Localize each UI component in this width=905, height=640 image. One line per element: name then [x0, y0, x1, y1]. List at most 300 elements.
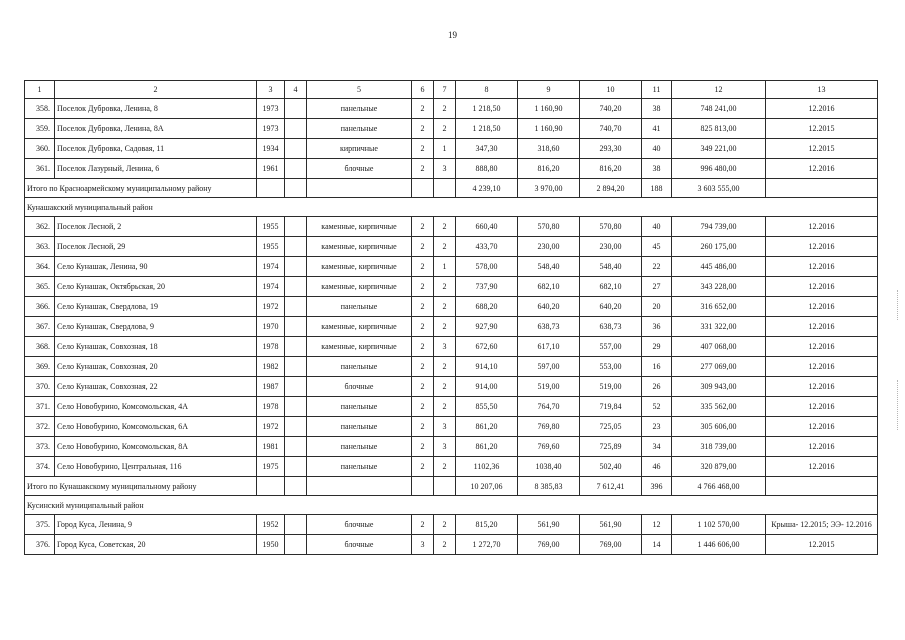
total-area-cell: 1 272,70 [456, 535, 518, 555]
entrances-cell: 2 [434, 119, 456, 139]
total-area-cell: 688,20 [456, 297, 518, 317]
header-cell: 7 [434, 81, 456, 99]
row-number-cell: 360. [25, 139, 55, 159]
completion-term-cell: 12.2015 [766, 119, 878, 139]
area-column-10-cell: 553,00 [580, 357, 642, 377]
district-heading-row [25, 198, 878, 217]
row-number-cell: 372. [25, 417, 55, 437]
residents-cell: 38 [642, 99, 672, 119]
row-number-cell: 367. [25, 317, 55, 337]
residents-cell: 23 [642, 417, 672, 437]
table-row [25, 437, 878, 457]
cost-cell: 794 739,00 [672, 217, 766, 237]
empty-cell [285, 477, 307, 496]
entrances-cell: 1 [434, 257, 456, 277]
year-built-cell: 1987 [257, 377, 285, 397]
district-total-label: Итого по Красноармейскому муниципальному району [25, 179, 257, 198]
cost-cell: 305 606,00 [672, 417, 766, 437]
header-cell: 8 [456, 81, 518, 99]
living-area-cell: 548,40 [518, 257, 580, 277]
completion-term-cell: 12.2016 [766, 217, 878, 237]
year-built-cell: 1970 [257, 317, 285, 337]
table-row [25, 139, 878, 159]
floors-cell: 2 [412, 159, 434, 179]
table-row [25, 119, 878, 139]
address-cell: Город Куса, Ленина, 9 [55, 515, 257, 535]
floors-cell: 2 [412, 457, 434, 477]
living-area-cell: 640,20 [518, 297, 580, 317]
residents-cell: 16 [642, 357, 672, 377]
page-number: 19 [448, 30, 457, 40]
year-built-cell: 1952 [257, 515, 285, 535]
empty-cell [257, 179, 285, 198]
wall-material-cell: каменные, кирпичные [307, 257, 412, 277]
entrances-cell: 3 [434, 159, 456, 179]
table-row [25, 237, 878, 257]
address-cell: Село Кунашак, Октябрьская, 20 [55, 277, 257, 297]
wall-material-cell: блочные [307, 515, 412, 535]
address-cell: Город Куса, Советская, 20 [55, 535, 257, 555]
header-cell: 2 [55, 81, 257, 99]
wall-material-cell: каменные, кирпичные [307, 337, 412, 357]
wall-material-cell: панельные [307, 297, 412, 317]
cost-cell: 260 175,00 [672, 237, 766, 257]
empty-cell [434, 477, 456, 496]
wall-material-cell: блочные [307, 535, 412, 555]
entrances-cell: 2 [434, 457, 456, 477]
table-row [25, 357, 878, 377]
column-4-cell [285, 437, 307, 457]
cost-sum-cell: 4 766 468,00 [672, 477, 766, 496]
living-area-cell: 561,90 [518, 515, 580, 535]
completion-term-cell: 12.2016 [766, 317, 878, 337]
year-built-cell: 1975 [257, 457, 285, 477]
column-4-cell [285, 357, 307, 377]
row-number-cell: 364. [25, 257, 55, 277]
total-area-cell: 888,80 [456, 159, 518, 179]
table-row [25, 337, 878, 357]
wall-material-cell: панельные [307, 357, 412, 377]
empty-cell [257, 477, 285, 496]
cost-cell: 1 446 606,00 [672, 535, 766, 555]
address-cell: Село Кунашак, Свердлова, 19 [55, 297, 257, 317]
cost-cell: 996 480,00 [672, 159, 766, 179]
row-number-cell: 369. [25, 357, 55, 377]
completion-term-cell: 12.2016 [766, 237, 878, 257]
entrances-cell: 2 [434, 237, 456, 257]
floors-cell: 2 [412, 277, 434, 297]
address-cell: Поселок Лазурный, Ленина, 6 [55, 159, 257, 179]
residents-cell: 41 [642, 119, 672, 139]
scan-artifact [897, 380, 901, 430]
floors-cell: 2 [412, 515, 434, 535]
entrances-cell: 3 [434, 417, 456, 437]
completion-term-cell: 12.2016 [766, 337, 878, 357]
address-cell: Село Кунашак, Совхозная, 18 [55, 337, 257, 357]
living-area-cell: 519,00 [518, 377, 580, 397]
column-4-cell [285, 119, 307, 139]
address-cell: Поселок Лесной, 29 [55, 237, 257, 257]
entrances-cell: 2 [434, 277, 456, 297]
wall-material-cell: каменные, кирпичные [307, 277, 412, 297]
total-area-cell: 914,10 [456, 357, 518, 377]
cost-cell: 320 879,00 [672, 457, 766, 477]
address-cell: Поселок Дубровка, Ленина, 8А [55, 119, 257, 139]
row-number-cell: 374. [25, 457, 55, 477]
area-column-10-cell: 519,00 [580, 377, 642, 397]
area-column-10-cell: 640,20 [580, 297, 642, 317]
completion-term-cell: 12.2016 [766, 437, 878, 457]
living-area-cell: 318,60 [518, 139, 580, 159]
empty-cell [412, 179, 434, 198]
wall-material-cell: панельные [307, 397, 412, 417]
area-column-10-cell: 725,89 [580, 437, 642, 457]
column-4-cell [285, 237, 307, 257]
table-row [25, 535, 878, 555]
floors-cell: 2 [412, 297, 434, 317]
scan-artifact [897, 290, 901, 320]
wall-material-cell: каменные, кирпичные [307, 217, 412, 237]
row-number-cell: 371. [25, 397, 55, 417]
residents-cell: 52 [642, 397, 672, 417]
completion-term-cell: 12.2016 [766, 277, 878, 297]
floors-cell: 3 [412, 535, 434, 555]
wall-material-cell: панельные [307, 417, 412, 437]
total-area-cell: 672,60 [456, 337, 518, 357]
year-built-cell: 1973 [257, 119, 285, 139]
cost-cell: 343 228,00 [672, 277, 766, 297]
wall-material-cell: панельные [307, 457, 412, 477]
header-cell: 5 [307, 81, 412, 99]
total-area-cell: 1 218,50 [456, 99, 518, 119]
column-4-cell [285, 397, 307, 417]
cost-cell: 445 486,00 [672, 257, 766, 277]
residents-cell: 38 [642, 159, 672, 179]
address-cell: Поселок Дубровка, Садовая, 11 [55, 139, 257, 159]
area-column-10-cell: 638,73 [580, 317, 642, 337]
floors-cell: 2 [412, 417, 434, 437]
empty-cell [307, 179, 412, 198]
completion-term-cell: 12.2016 [766, 377, 878, 397]
cost-cell: 277 069,00 [672, 357, 766, 377]
area-column-10-cell: 230,00 [580, 237, 642, 257]
entrances-cell: 1 [434, 139, 456, 159]
completion-term-cell: 12.2016 [766, 417, 878, 437]
year-built-cell: 1950 [257, 535, 285, 555]
floors-cell: 2 [412, 357, 434, 377]
entrances-cell: 2 [434, 535, 456, 555]
completion-term-cell: 12.2016 [766, 257, 878, 277]
floors-cell: 2 [412, 377, 434, 397]
row-number-cell: 363. [25, 237, 55, 257]
completion-term-cell: 12.2016 [766, 397, 878, 417]
cost-cell: 335 562,00 [672, 397, 766, 417]
address-cell: Село Новобурино, Комсомольская, 4А [55, 397, 257, 417]
year-built-cell: 1974 [257, 257, 285, 277]
area-column-10-cell: 682,10 [580, 277, 642, 297]
year-built-cell: 1973 [257, 99, 285, 119]
floors-cell: 2 [412, 317, 434, 337]
year-built-cell: 1934 [257, 139, 285, 159]
column-4-cell [285, 217, 307, 237]
wall-material-cell: каменные, кирпичные [307, 237, 412, 257]
row-number-cell: 366. [25, 297, 55, 317]
address-cell: Село Кунашак, Совхозная, 22 [55, 377, 257, 397]
entrances-cell: 2 [434, 217, 456, 237]
wall-material-cell: панельные [307, 437, 412, 457]
residents-cell: 34 [642, 437, 672, 457]
total-area-cell: 433,70 [456, 237, 518, 257]
total-area-cell: 1102,36 [456, 457, 518, 477]
completion-term-cell: 12.2016 [766, 99, 878, 119]
empty-cell [412, 477, 434, 496]
floors-cell: 2 [412, 337, 434, 357]
area-column-10-cell: 719,84 [580, 397, 642, 417]
address-cell: Село Кунашак, Свердлова, 9 [55, 317, 257, 337]
column-4-cell [285, 257, 307, 277]
address-cell: Село Новобурино, Комсомольская, 6А [55, 417, 257, 437]
completion-term-cell: 12.2016 [766, 457, 878, 477]
residents-cell: 26 [642, 377, 672, 397]
row-number-cell: 362. [25, 217, 55, 237]
wall-material-cell: кирпичные [307, 139, 412, 159]
column-4-cell [285, 417, 307, 437]
living-area-cell: 769,80 [518, 417, 580, 437]
year-built-cell: 1961 [257, 159, 285, 179]
completion-term-cell: 12.2015 [766, 535, 878, 555]
entrances-cell: 2 [434, 99, 456, 119]
year-built-cell: 1978 [257, 337, 285, 357]
address-cell: Село Кунашак, Совхозная, 20 [55, 357, 257, 377]
residents-cell: 40 [642, 217, 672, 237]
area-column-10-cell: 740,70 [580, 119, 642, 139]
area-column-10-sum-cell: 2 894,20 [580, 179, 642, 198]
living-area-cell: 682,10 [518, 277, 580, 297]
year-built-cell: 1955 [257, 237, 285, 257]
year-built-cell: 1978 [257, 397, 285, 417]
row-number-cell: 375. [25, 515, 55, 535]
area-column-10-cell: 557,00 [580, 337, 642, 357]
cost-cell: 309 943,00 [672, 377, 766, 397]
table-row [25, 377, 878, 397]
table-row [25, 317, 878, 337]
column-number-row [25, 81, 878, 99]
floors-cell: 2 [412, 237, 434, 257]
table-row [25, 257, 878, 277]
housing-registry-table [24, 80, 878, 555]
address-cell: Поселок Лесной, 2 [55, 217, 257, 237]
total-area-cell: 815,20 [456, 515, 518, 535]
address-cell: Село Новобурино, Комсомольская, 8А [55, 437, 257, 457]
row-number-cell: 376. [25, 535, 55, 555]
cost-cell: 331 322,00 [672, 317, 766, 337]
cost-cell: 748 241,00 [672, 99, 766, 119]
living-area-cell: 597,00 [518, 357, 580, 377]
header-cell: 6 [412, 81, 434, 99]
year-built-cell: 1972 [257, 417, 285, 437]
total-area-cell: 861,20 [456, 417, 518, 437]
row-number-cell: 361. [25, 159, 55, 179]
entrances-cell: 2 [434, 357, 456, 377]
total-area-cell: 578,00 [456, 257, 518, 277]
residents-sum-cell: 188 [642, 179, 672, 198]
column-4-cell [285, 139, 307, 159]
table-row [25, 417, 878, 437]
total-area-sum-cell: 10 207,06 [456, 477, 518, 496]
cost-cell: 316 652,00 [672, 297, 766, 317]
header-cell: 9 [518, 81, 580, 99]
row-number-cell: 368. [25, 337, 55, 357]
year-built-cell: 1972 [257, 297, 285, 317]
residents-cell: 40 [642, 139, 672, 159]
address-cell: Поселок Дубровка, Ленина, 8 [55, 99, 257, 119]
header-cell: 10 [580, 81, 642, 99]
living-area-cell: 816,20 [518, 159, 580, 179]
residents-sum-cell: 396 [642, 477, 672, 496]
total-area-cell: 914,00 [456, 377, 518, 397]
cost-cell: 318 739,00 [672, 437, 766, 457]
area-column-10-cell: 725,05 [580, 417, 642, 437]
floors-cell: 2 [412, 119, 434, 139]
residents-cell: 12 [642, 515, 672, 535]
year-built-cell: 1981 [257, 437, 285, 457]
residents-cell: 46 [642, 457, 672, 477]
living-area-cell: 230,00 [518, 237, 580, 257]
year-built-cell: 1974 [257, 277, 285, 297]
area-column-10-sum-cell: 7 612,41 [580, 477, 642, 496]
column-4-cell [285, 337, 307, 357]
column-4-cell [285, 99, 307, 119]
total-area-cell: 737,90 [456, 277, 518, 297]
area-column-10-cell: 570,80 [580, 217, 642, 237]
row-number-cell: 373. [25, 437, 55, 457]
total-area-cell: 660,40 [456, 217, 518, 237]
table-row [25, 99, 878, 119]
entrances-cell: 2 [434, 377, 456, 397]
row-number-cell: 358. [25, 99, 55, 119]
wall-material-cell: панельные [307, 99, 412, 119]
area-column-10-cell: 548,40 [580, 257, 642, 277]
column-4-cell [285, 159, 307, 179]
table-row [25, 397, 878, 417]
entrances-cell: 2 [434, 397, 456, 417]
area-column-10-cell: 502,40 [580, 457, 642, 477]
header-cell: 13 [766, 81, 878, 99]
row-number-cell: 359. [25, 119, 55, 139]
residents-cell: 29 [642, 337, 672, 357]
cost-cell: 349 221,00 [672, 139, 766, 159]
empty-cell [434, 179, 456, 198]
living-area-cell: 638,73 [518, 317, 580, 337]
cost-sum-cell: 3 603 555,00 [672, 179, 766, 198]
column-4-cell [285, 277, 307, 297]
floors-cell: 2 [412, 257, 434, 277]
floors-cell: 2 [412, 217, 434, 237]
district-total-label: Итого по Кунашакскому муниципальному району [25, 477, 257, 496]
table-row [25, 217, 878, 237]
header-cell: 12 [672, 81, 766, 99]
empty-cell [307, 477, 412, 496]
cost-cell: 1 102 570,00 [672, 515, 766, 535]
cost-cell: 407 068,00 [672, 337, 766, 357]
living-area-sum-cell: 8 385,83 [518, 477, 580, 496]
header-cell: 4 [285, 81, 307, 99]
row-number-cell: 365. [25, 277, 55, 297]
area-column-10-cell: 561,90 [580, 515, 642, 535]
empty-cell [766, 477, 878, 496]
area-column-10-cell: 769,00 [580, 535, 642, 555]
total-area-cell: 861,20 [456, 437, 518, 457]
completion-term-cell: 12.2016 [766, 159, 878, 179]
total-area-sum-cell: 4 239,10 [456, 179, 518, 198]
area-column-10-cell: 293,30 [580, 139, 642, 159]
wall-material-cell: панельные [307, 119, 412, 139]
table-row [25, 457, 878, 477]
completion-term-cell: 12.2015 [766, 139, 878, 159]
district-total-row [25, 477, 878, 496]
residents-cell: 14 [642, 535, 672, 555]
entrances-cell: 3 [434, 437, 456, 457]
area-column-10-cell: 740,20 [580, 99, 642, 119]
floors-cell: 2 [412, 99, 434, 119]
living-area-cell: 617,10 [518, 337, 580, 357]
district-name: Кусинский муниципальный район [25, 496, 878, 515]
total-area-cell: 927,90 [456, 317, 518, 337]
living-area-cell: 1 160,90 [518, 119, 580, 139]
completion-term-cell: Крыша- 12.2015; ЭЭ- 12.2016 [766, 515, 878, 535]
entrances-cell: 2 [434, 297, 456, 317]
residents-cell: 22 [642, 257, 672, 277]
completion-term-cell: 12.2016 [766, 357, 878, 377]
living-area-cell: 764,70 [518, 397, 580, 417]
table-row [25, 297, 878, 317]
entrances-cell: 3 [434, 337, 456, 357]
wall-material-cell: блочные [307, 377, 412, 397]
column-4-cell [285, 457, 307, 477]
residents-cell: 27 [642, 277, 672, 297]
living-area-sum-cell: 3 970,00 [518, 179, 580, 198]
empty-cell [285, 179, 307, 198]
table-row [25, 515, 878, 535]
district-name: Кунашакский муниципальный район [25, 198, 878, 217]
address-cell: Село Новобурино, Центральная, 116 [55, 457, 257, 477]
row-number-cell: 370. [25, 377, 55, 397]
header-cell: 1 [25, 81, 55, 99]
entrances-cell: 2 [434, 317, 456, 337]
entrances-cell: 2 [434, 515, 456, 535]
living-area-cell: 769,00 [518, 535, 580, 555]
empty-cell [766, 179, 878, 198]
column-4-cell [285, 377, 307, 397]
cost-cell: 825 813,00 [672, 119, 766, 139]
completion-term-cell: 12.2016 [766, 297, 878, 317]
floors-cell: 2 [412, 437, 434, 457]
living-area-cell: 769,60 [518, 437, 580, 457]
column-4-cell [285, 317, 307, 337]
floors-cell: 2 [412, 397, 434, 417]
address-cell: Село Кунашак, Ленина, 90 [55, 257, 257, 277]
residents-cell: 36 [642, 317, 672, 337]
wall-material-cell: блочные [307, 159, 412, 179]
column-4-cell [285, 535, 307, 555]
total-area-cell: 1 218,50 [456, 119, 518, 139]
year-built-cell: 1955 [257, 217, 285, 237]
living-area-cell: 570,80 [518, 217, 580, 237]
total-area-cell: 347,30 [456, 139, 518, 159]
column-4-cell [285, 515, 307, 535]
header-cell: 3 [257, 81, 285, 99]
year-built-cell: 1982 [257, 357, 285, 377]
